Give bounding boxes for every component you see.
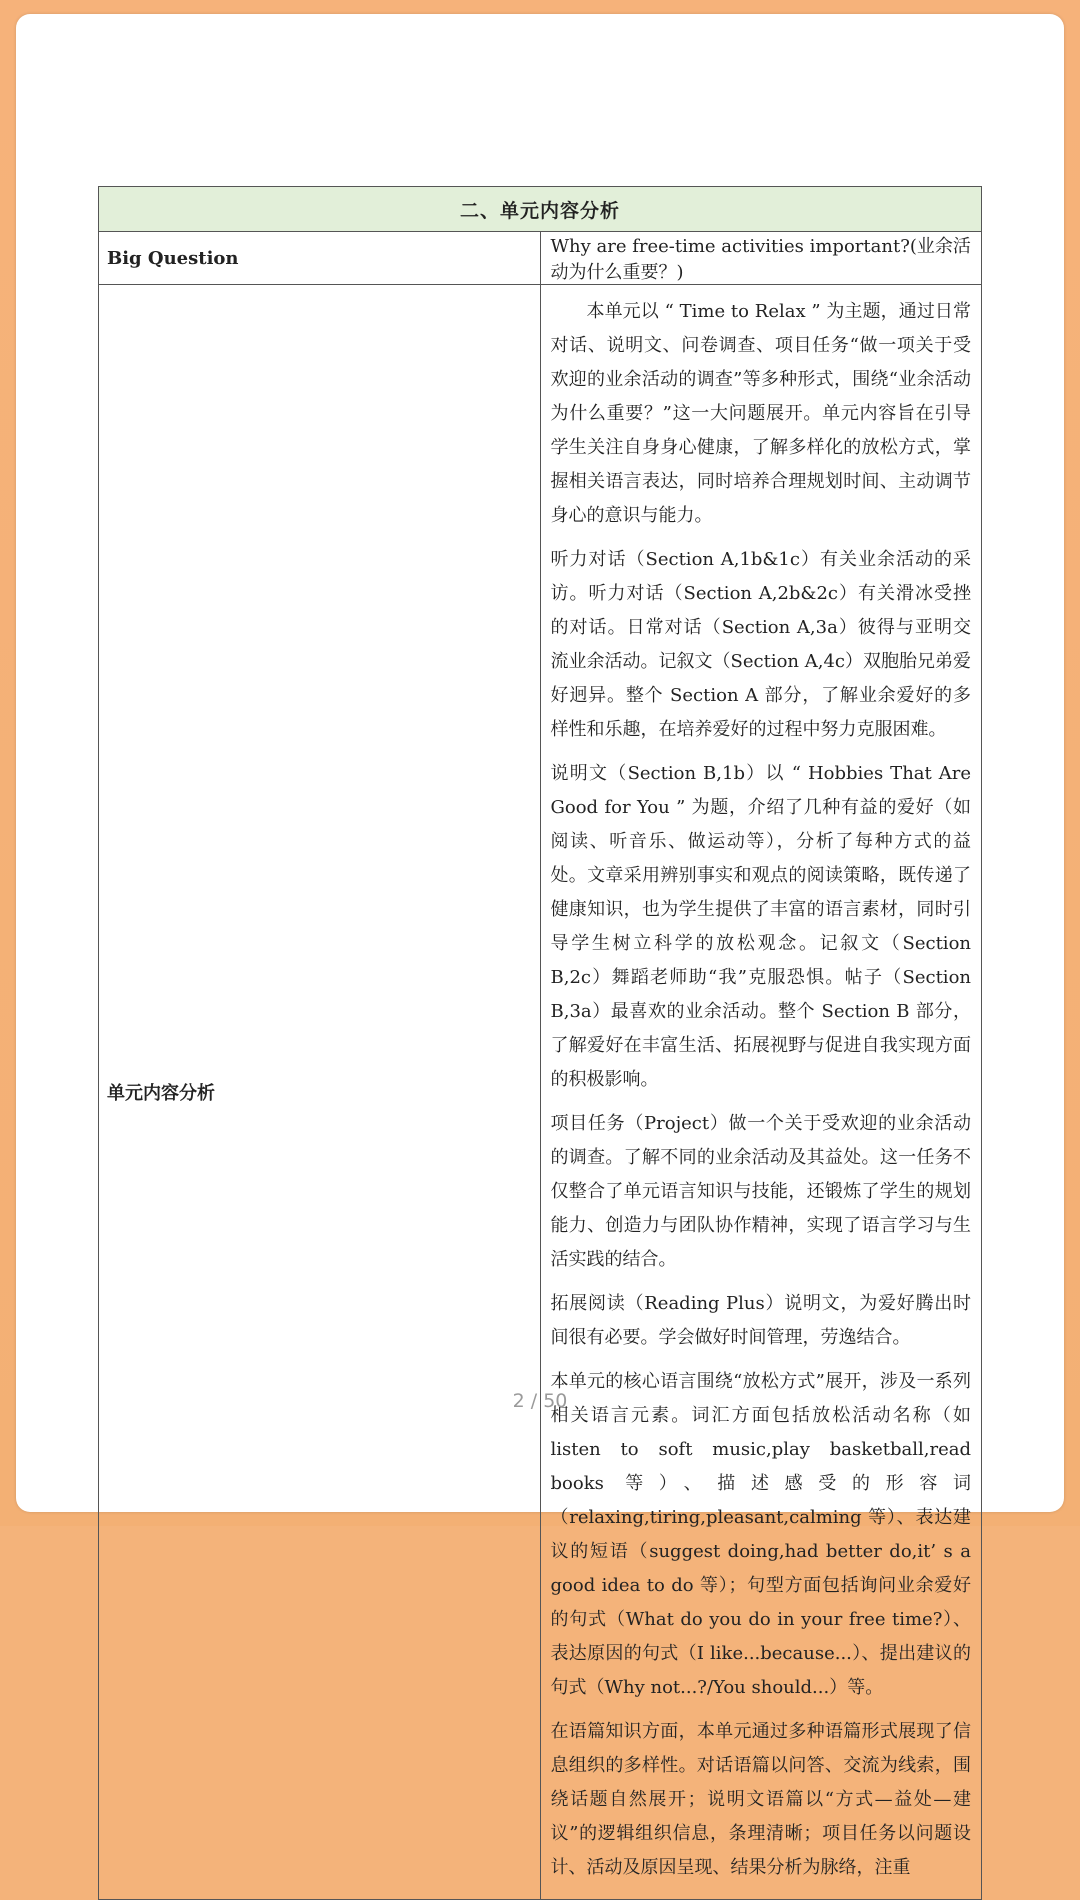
analysis-paragraph: 项目任务（Project）做一个关于受欢迎的业余活动的调查。了解不同的业余活动及其益处。这一任务不仅整合了单元语言知识与技能，还锻炼了学生的规划能力、创造力与团队协作精神，实现了语言学习与生活实践的结合。 bbox=[550, 1113, 971, 1270]
big-question-value: Why are free-time activities important?(业余活动为什么重要？) bbox=[540, 232, 982, 285]
analysis-paragraph: 说明文（Section B,1b）以 “ Hobbies That Are Good for You ” 为题，介绍了几种有益的爱好（如阅读、听音乐、做运动等），分析了每种方式的益处。文章采用辨别事实和观点的阅读策略，既传递了健康知识，也为学生提供了丰富的语言素材，同时引导学生树立科学的放松观念。记叙文（Section B,2c）舞蹈老师助“我”克服恐惧。帖子（Section B,3a）最喜欢的业余活动。整个 Section B 部分，了解爱好在丰富生活、拓展视野与促进自我实现方面的积极影响。 bbox=[550, 763, 971, 1090]
unit-analysis-table bbox=[98, 186, 982, 1900]
big-question-label: Big Question bbox=[99, 232, 541, 285]
unit-analysis-label: 单元内容分析 bbox=[99, 285, 541, 1900]
analysis-paragraph: 本单元以 “ Time to Relax ” 为主题，通过日常对话、说明文、问卷调查、项目任务“做一项关于受欢迎的业余活动的调查”等多种形式，围绕“业余活动为什么重要？”这一大问题展开。单元内容旨在引导学生关注自身身心健康，了解多样化的放松方式，掌握相关语言表达，同时培养合理规划时间、主动调节身心的意识与能力。 bbox=[550, 301, 971, 526]
unit-analysis-content bbox=[540, 285, 982, 1900]
analysis-paragraph: 拓展阅读（Reading Plus）说明文，为爱好腾出时间很有必要。学会做好时间管理，劳逸结合。 bbox=[550, 1293, 971, 1348]
analysis-paragraph: 在语篇知识方面，本单元通过多种语篇形式展现了信息组织的多样性。对话语篇以问答、交流为线索，围绕话题自然展开；说明文语篇以“方式—益处—建议”的逻辑组织信息，条理清晰；项目任务以问题设计、活动及原因呈现、结果分析为脉络，注重 bbox=[550, 1721, 971, 1878]
analysis-paragraph: 本单元的核心语言围绕“放松方式”展开，涉及一系列相关语言元素。词汇方面包括放松活动名称（如 listen to soft music,play basketball,read books 等）、描述感受的形容词（relaxing,tiring,pleasant,calming 等）、表达建议的短语（suggest doing,had better do,it’ s a good idea to do 等）；句型方面包括询问业余爱好的句式（What do you do in your free time?）、表达原因的句式（I like...because...）、提出建议的句式（Why not...?/You should...）等。 bbox=[550, 1371, 971, 1698]
page-indicator: 2 / 50 bbox=[512, 1390, 568, 1412]
analysis-paragraph: 听力对话（Section A,1b&1c）有关业余活动的采访。听力对话（Section A,2b&2c）有关滑冰受挫的对话。日常对话（Section A,3a）彼得与亚明交流业余活动。记叙文（Section A,4c）双胞胎兄弟爱好迥异。整个 Section A 部分，了解业余爱好的多样性和乐趣，在培养爱好的过程中努力克服困难。 bbox=[550, 549, 971, 740]
section-header: 二、单元内容分析 bbox=[99, 187, 982, 232]
